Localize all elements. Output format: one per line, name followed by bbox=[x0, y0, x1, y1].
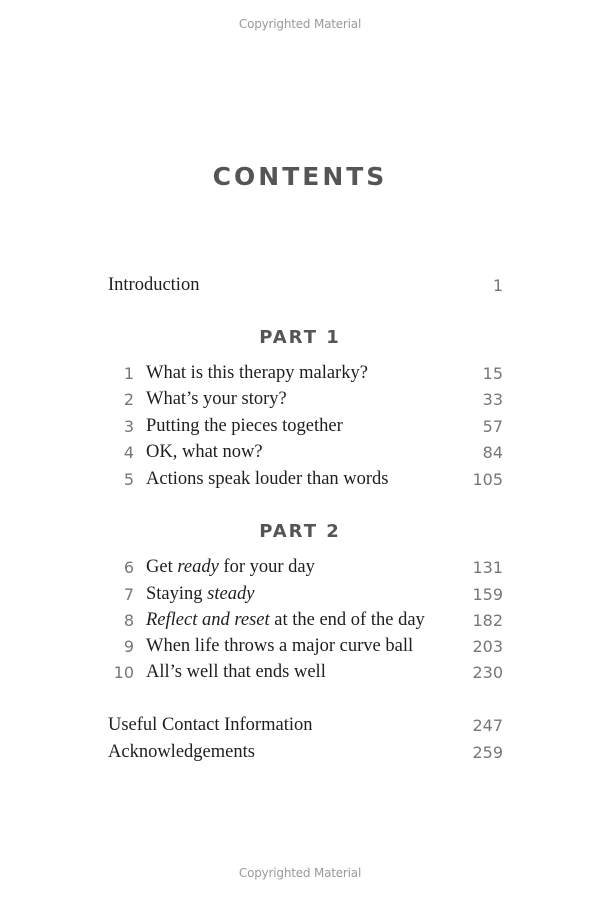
toc-entry-page: 247 bbox=[472, 716, 503, 735]
toc-entry-label: Acknowledgements bbox=[108, 742, 255, 762]
toc-entry-page: 259 bbox=[472, 743, 503, 762]
chapter-number: 6 bbox=[123, 558, 134, 577]
page-title: CONTENTS bbox=[212, 162, 388, 191]
part-1-heading: PART 1 bbox=[259, 327, 341, 348]
chapter-title: Reflect and reset at the end of the day bbox=[146, 610, 425, 630]
toc-chapter-8[interactable] bbox=[108, 610, 503, 636]
chapter-title: Actions speak louder than words bbox=[146, 469, 389, 489]
chapter-number: 1 bbox=[123, 364, 134, 383]
chapter-page: 159 bbox=[472, 585, 503, 604]
part-2-heading: PART 2 bbox=[259, 521, 341, 542]
chapter-number: 5 bbox=[123, 470, 134, 489]
toc-chapter-9[interactable] bbox=[108, 636, 503, 662]
toc-chapter-1[interactable] bbox=[108, 363, 503, 389]
chapter-title: Putting the pieces together bbox=[146, 416, 343, 436]
toc-entry-useful-contact-information[interactable] bbox=[108, 715, 503, 741]
chapter-title-emphasis: Reflect and reset bbox=[146, 610, 270, 630]
chapter-page: 84 bbox=[482, 443, 503, 462]
chapter-title: All’s well that ends well bbox=[146, 662, 326, 682]
toc-entry-acknowledgements[interactable] bbox=[108, 742, 503, 768]
toc-chapter-5[interactable] bbox=[108, 469, 503, 495]
toc-entry-page: 1 bbox=[492, 276, 503, 295]
chapter-number: 2 bbox=[123, 390, 134, 409]
chapter-title-emphasis: ready bbox=[177, 557, 219, 577]
chapter-number: 4 bbox=[123, 443, 134, 462]
toc-chapter-7[interactable] bbox=[108, 584, 503, 610]
chapter-page: 57 bbox=[482, 417, 503, 436]
chapter-number: 10 bbox=[113, 663, 134, 682]
chapter-page: 182 bbox=[472, 611, 503, 630]
chapter-number: 3 bbox=[123, 417, 134, 436]
toc-chapter-3[interactable] bbox=[108, 416, 503, 442]
chapter-number: 7 bbox=[123, 585, 134, 604]
watermark-bottom: Copyrighted Material bbox=[238, 866, 362, 880]
toc-chapter-4[interactable] bbox=[108, 442, 503, 468]
chapter-page: 230 bbox=[472, 663, 503, 682]
toc-chapter-2[interactable] bbox=[108, 389, 503, 415]
toc-entry-introduction[interactable] bbox=[108, 275, 503, 301]
chapter-title-emphasis: steady bbox=[207, 584, 255, 604]
watermark-top: Copyrighted Material bbox=[238, 17, 362, 31]
chapter-title: Staying steady bbox=[146, 584, 255, 604]
chapter-number: 9 bbox=[123, 637, 134, 656]
toc-entry-label: Introduction bbox=[108, 275, 200, 295]
chapter-page: 105 bbox=[472, 470, 503, 489]
toc-entry-label: Useful Contact Information bbox=[108, 715, 313, 735]
chapter-title: What is this therapy malarky? bbox=[146, 363, 368, 383]
chapter-page: 131 bbox=[472, 558, 503, 577]
chapter-title: OK, what now? bbox=[146, 442, 263, 462]
chapter-number: 8 bbox=[123, 611, 134, 630]
chapter-page: 203 bbox=[472, 637, 503, 656]
toc-chapter-6[interactable] bbox=[108, 557, 503, 583]
chapter-title: What’s your story? bbox=[146, 389, 287, 409]
chapter-title: When life throws a major curve ball bbox=[146, 636, 414, 656]
chapter-page: 33 bbox=[482, 390, 503, 409]
chapter-title: Get ready for your day bbox=[146, 557, 315, 577]
chapter-page: 15 bbox=[482, 364, 503, 383]
toc-chapter-10[interactable] bbox=[108, 662, 503, 688]
